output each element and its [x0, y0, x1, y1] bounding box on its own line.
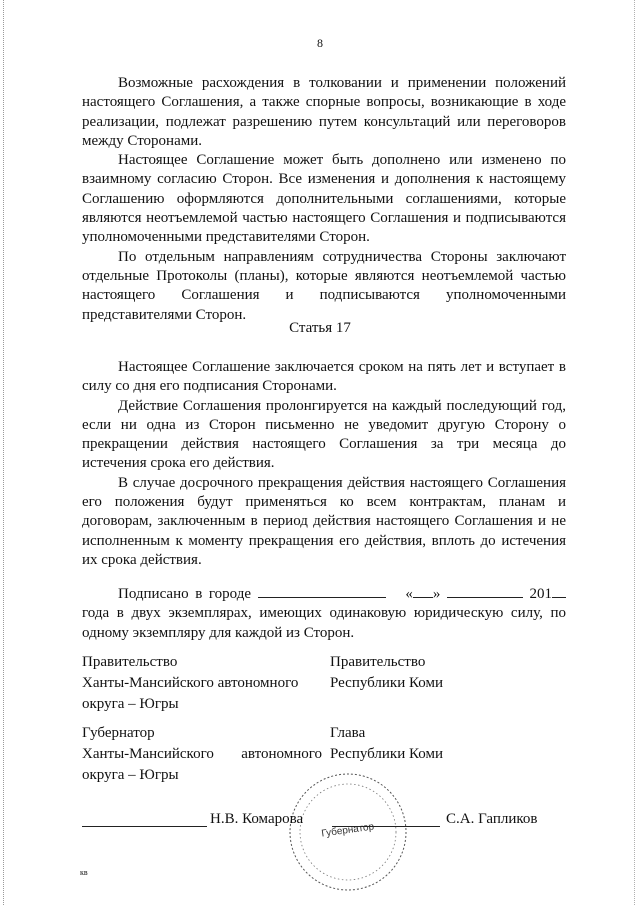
city-blank	[258, 583, 386, 598]
signature-line-left	[82, 826, 207, 827]
signing-statement	[82, 583, 566, 643]
text-block-top	[82, 74, 566, 325]
right-title-line2: Республики Коми	[330, 746, 443, 762]
signer-right: С.А. Гапликов	[446, 811, 538, 827]
left-title-line3: округа – Югры	[82, 767, 179, 783]
text-block-article	[82, 358, 566, 570]
left-title-line1: Губернатор	[82, 725, 155, 741]
scan-edge-right	[634, 0, 636, 905]
year-blank	[552, 583, 566, 598]
paragraph-disputes: Возможные расхождения в толковании и применении положений настоящего Соглашения, а также спорные вопросы, возникающие в ходе реализации, подлежат разрешению путем консультаций или переговоров между Сторонами.	[82, 75, 566, 149]
party-right-title	[330, 723, 443, 765]
article-heading: Статья 17	[289, 320, 351, 336]
page-number: 8	[317, 36, 323, 50]
signature-line-right	[332, 826, 440, 827]
official-seal	[283, 770, 413, 900]
right-title-line1: Глава	[330, 725, 366, 741]
signing-rest: года в двух экземплярах, имеющих одинаковую юридическую силу, по одному экземпляру для каждой из Сторон.	[82, 605, 566, 641]
paragraph-amendments: Настоящее Соглашение может быть дополнено или изменено по взаимному согласию Сторон. Все изменения и дополнения к настоящему Соглашению оформляются дополнительными соглашениями, которые являются неотъемлемой частью настоящего Соглашения и подписываются уполномоченными представителями Сторон.	[82, 152, 566, 246]
left-org-line2: Ханты-Мансийского автономного	[82, 675, 299, 691]
party-left-org	[82, 652, 298, 715]
right-org-line1: Правительство	[330, 654, 426, 670]
quote-open: «	[405, 586, 413, 602]
paragraph-termination: В случае досрочного прекращения действия настоящего Соглашения его положения будут применяться ко всем контрактам, планам и договорам, заключенным в период действия настоящего Соглашения и не исполненным к моменту прекращения его действия, вплоть до истечения их срока действия.	[82, 474, 566, 568]
paragraph-prolongation: Действие Соглашения пролонгируется на каждый последующий год, если ни одна из Сторон письменно не уведомит другую Сторону о прекращении действия настоящего Соглашения за три месяца до истечения срока его действия.	[82, 397, 566, 472]
paragraph-protocols: По отдельным направлениям сотрудничества Стороны заключают отдельные Протоколы (планы), которые являются неотъемлемой частью настоящего Соглашения и подписываются уполномоченными представителями Сторон.	[82, 248, 566, 323]
left-org-line3: округа – Югры	[82, 696, 179, 712]
scan-edge-left	[3, 0, 5, 905]
right-org-line2: Республики Коми	[330, 675, 443, 691]
day-blank	[413, 583, 433, 598]
year-prefix: 201	[529, 586, 553, 602]
left-title-line2: Ханты-Мансийского	[82, 746, 214, 762]
party-right-org	[330, 652, 443, 694]
footer-mark: кв	[80, 868, 88, 877]
signing-prefix: Подписано в городе	[118, 586, 251, 602]
paragraph-term: Настоящее Соглашение заключается сроком на пять лет и вступает в силу со дня его подписания Сторонами.	[82, 359, 566, 395]
signer-left: Н.В. Комарова	[210, 811, 304, 827]
left-title-line2b: автономного	[241, 746, 322, 762]
left-org-line1: Правительство	[82, 654, 178, 670]
month-blank	[447, 583, 523, 598]
seal-label: Губернатор	[320, 821, 375, 840]
quote-close: »	[432, 586, 441, 602]
